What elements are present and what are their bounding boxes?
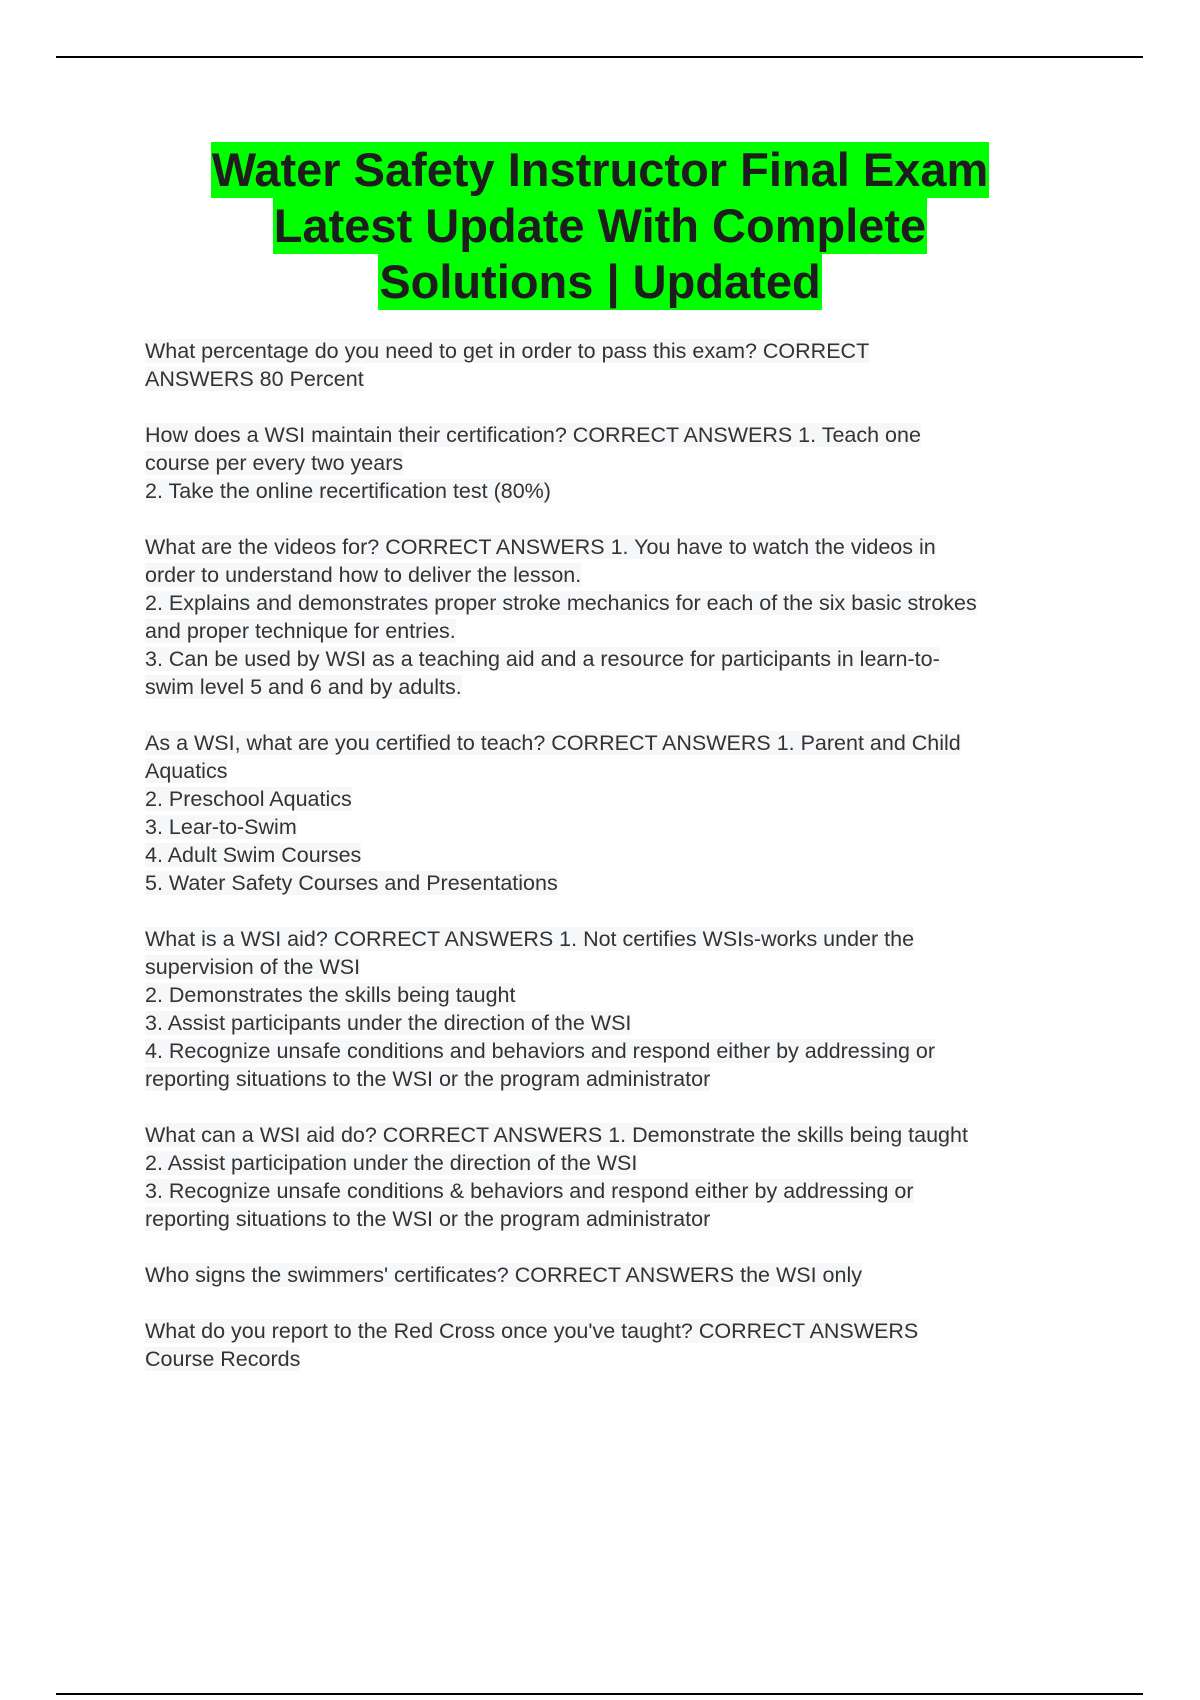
qa-line-text: 4. Adult Swim Courses	[145, 843, 362, 867]
qa-item	[145, 337, 1090, 393]
qa-line-text: 2. Demonstrates the skills being taught	[145, 983, 516, 1007]
qa-line	[145, 1345, 1090, 1373]
bottom-rule	[56, 1693, 1143, 1695]
qa-line	[145, 1149, 1090, 1177]
qa-line-text: 2. Assist participation under the direction of the WSI	[145, 1151, 638, 1175]
qa-line-text: 2. Explains and demonstrates proper stroke mechanics for each of the six basic strokes	[145, 591, 977, 615]
qa-line-text: Course Records	[145, 1347, 301, 1371]
qa-item	[145, 533, 1090, 701]
qa-line	[145, 561, 1090, 589]
qa-line	[145, 869, 1090, 897]
qa-line	[145, 925, 1090, 953]
qa-line	[145, 1205, 1090, 1233]
title-line: Water Safety Instructor Final Exam	[211, 143, 989, 196]
qa-line	[145, 645, 1090, 673]
qa-line	[145, 1121, 1090, 1149]
qa-line-text: 3. Can be used by WSI as a teaching aid and a resource for participants in learn-to-	[145, 647, 940, 671]
qa-line-text: supervision of the WSI	[145, 955, 361, 979]
qa-line	[145, 477, 1090, 505]
qa-line	[145, 813, 1090, 841]
qa-line	[145, 449, 1090, 477]
qa-line-text: Who signs the swimmers' certificates? CORRECT ANSWERS the WSI only	[145, 1263, 862, 1287]
qa-line-text: Aquatics	[145, 759, 228, 783]
qa-line-text: What can a WSI aid do? CORRECT ANSWERS 1. Demonstrate the skills being taught	[145, 1123, 968, 1147]
document-title	[0, 142, 1200, 310]
qa-line-text: 2. Preschool Aquatics	[145, 787, 352, 811]
qa-line	[145, 1261, 1090, 1289]
qa-line	[145, 785, 1090, 813]
qa-line	[145, 365, 1090, 393]
qa-line-text: reporting situations to the WSI or the program administrator	[145, 1067, 711, 1091]
qa-line-text: course per every two years	[145, 451, 404, 475]
title-line: Solutions | Updated	[379, 255, 821, 308]
qa-list	[145, 337, 1090, 1401]
qa-line	[145, 673, 1090, 701]
qa-line-text: How does a WSI maintain their certification? CORRECT ANSWERS 1. Teach one	[145, 423, 921, 447]
qa-line-text: and proper technique for entries.	[145, 619, 456, 643]
qa-line-text: reporting situations to the WSI or the program administrator	[145, 1207, 711, 1231]
qa-line	[145, 757, 1090, 785]
qa-line-text: 3. Lear-to-Swim	[145, 815, 297, 839]
qa-line	[145, 953, 1090, 981]
qa-line-text: 5. Water Safety Courses and Presentations	[145, 871, 558, 895]
qa-item	[145, 1261, 1090, 1289]
qa-line	[145, 1037, 1090, 1065]
qa-item	[145, 729, 1090, 897]
qa-line-text: order to understand how to deliver the lesson.	[145, 563, 582, 587]
qa-line-text: swim level 5 and 6 and by adults.	[145, 675, 462, 699]
qa-line	[145, 1177, 1090, 1205]
qa-line-text: As a WSI, what are you certified to teach? CORRECT ANSWERS 1. Parent and Child	[145, 731, 961, 755]
qa-line	[145, 729, 1090, 757]
qa-line	[145, 1065, 1090, 1093]
qa-line	[145, 1009, 1090, 1037]
top-rule	[56, 56, 1143, 58]
qa-item	[145, 1317, 1090, 1373]
qa-line-text: 3. Assist participants under the direction of the WSI	[145, 1011, 632, 1035]
qa-line-text: What are the videos for? CORRECT ANSWERS 1. You have to watch the videos in	[145, 535, 936, 559]
qa-line	[145, 617, 1090, 645]
qa-item	[145, 925, 1090, 1093]
qa-line-text: What do you report to the Red Cross once you've taught? CORRECT ANSWERS	[145, 1319, 919, 1343]
qa-line	[145, 589, 1090, 617]
qa-line	[145, 421, 1090, 449]
qa-line	[145, 533, 1090, 561]
qa-line-text: 4. Recognize unsafe conditions and behaviors and respond either by addressing or	[145, 1039, 936, 1063]
qa-line-text: ANSWERS 80 Percent	[145, 367, 364, 391]
qa-line	[145, 337, 1090, 365]
qa-line-text: What percentage do you need to get in order to pass this exam? CORRECT	[145, 339, 870, 363]
qa-line	[145, 841, 1090, 869]
qa-line	[145, 1317, 1090, 1345]
qa-line-text: 3. Recognize unsafe conditions & behaviors and respond either by addressing or	[145, 1179, 914, 1203]
title-line: Latest Update With Complete	[273, 199, 927, 252]
qa-item	[145, 1121, 1090, 1233]
qa-line-text: 2. Take the online recertification test (80%)	[145, 479, 551, 503]
qa-line	[145, 981, 1090, 1009]
qa-item	[145, 421, 1090, 505]
qa-line-text: What is a WSI aid? CORRECT ANSWERS 1. Not certifies WSIs-works under the	[145, 927, 915, 951]
